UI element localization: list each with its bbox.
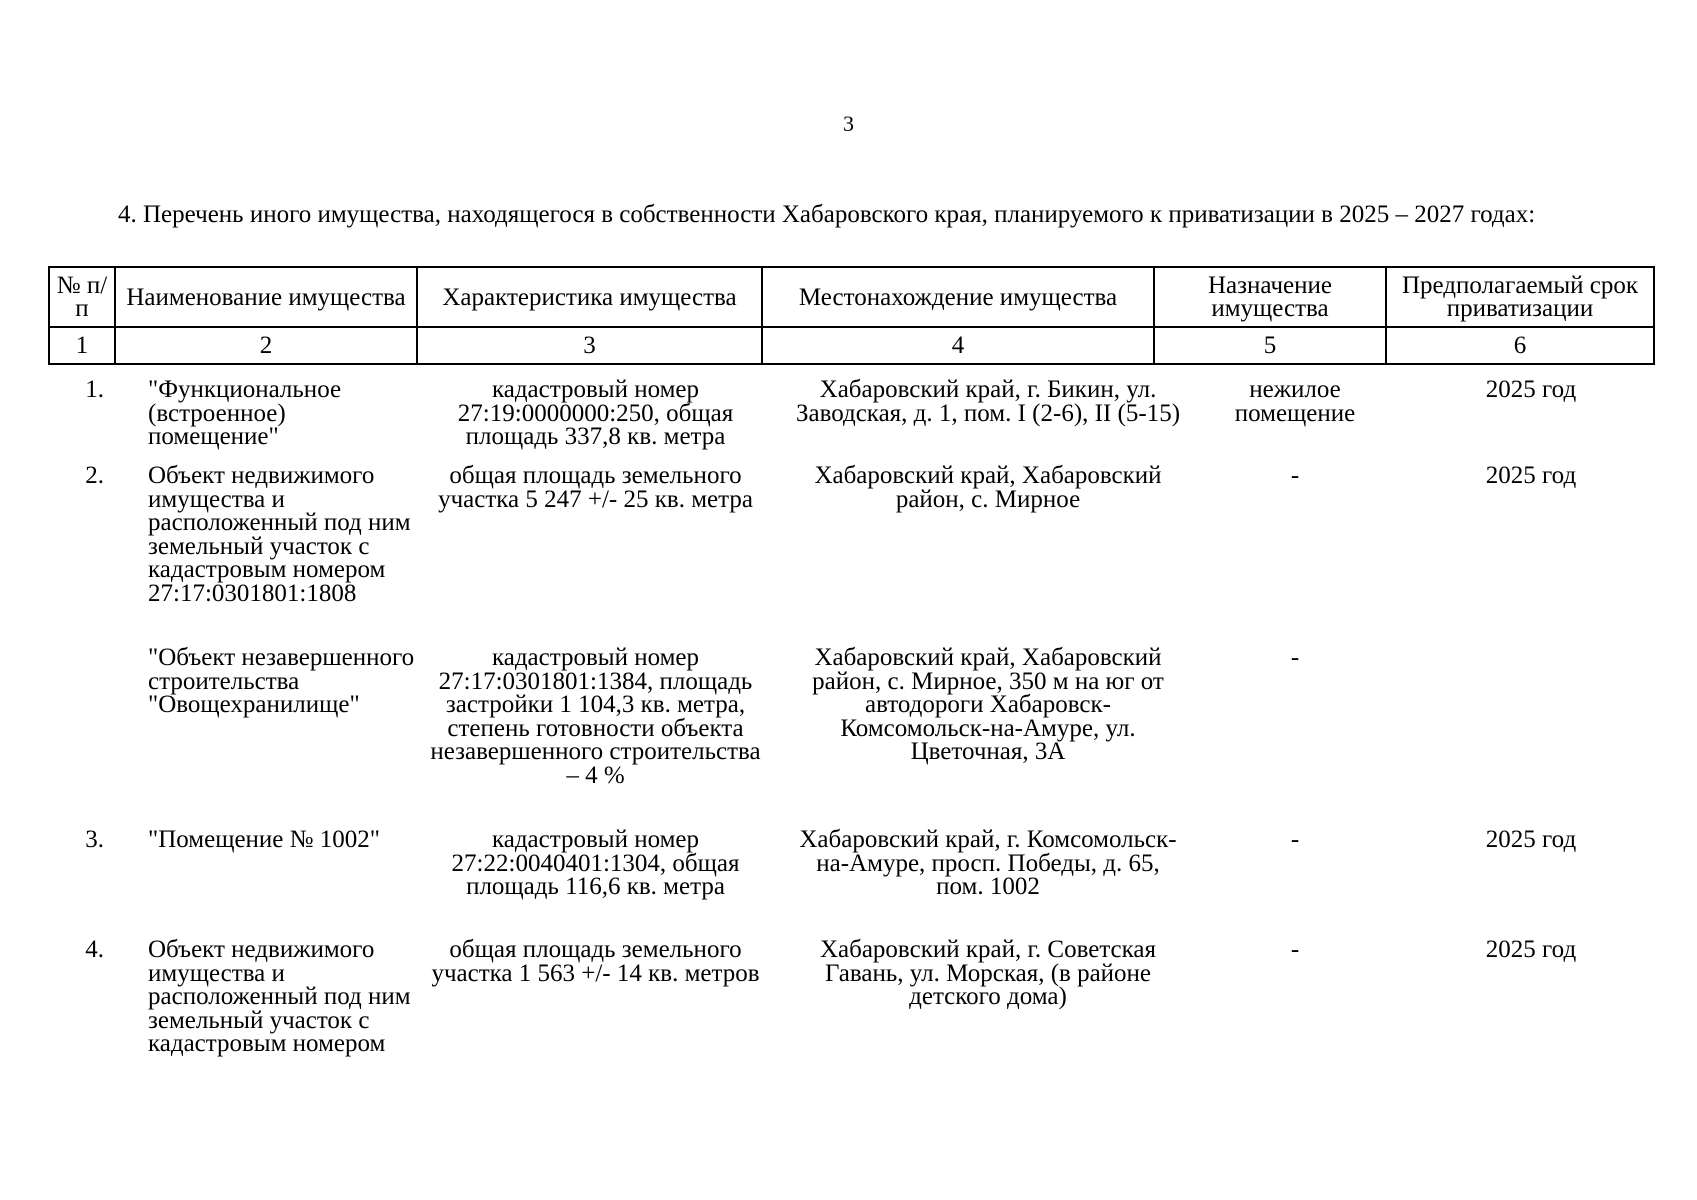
header-row <box>49 267 1654 327</box>
property-location: Хабаровский край, Хабаровский район, с. Мирное <box>814 462 1162 513</box>
property-characteristic: общая площадь земельного участка 5 247 +/- 25 кв. метра <box>438 462 753 513</box>
table-row <box>48 464 1653 646</box>
property-purpose: - <box>1290 826 1300 853</box>
column-number: 2 <box>115 327 417 364</box>
property-characteristic: кадастровый номер 27:22:0040401:1304, общая площадь 116,6 кв. метра <box>451 826 740 900</box>
property-name: Объект недвижимого имущества и расположенный под ним земельный участок с кадастровым номером <box>148 936 411 1057</box>
page-number: 3 <box>843 111 854 136</box>
header-number: № п/п <box>49 267 115 327</box>
row-number: 4. <box>85 936 104 963</box>
property-purpose: нежилое помещение <box>1234 376 1356 427</box>
privatization-term: 2025 год <box>1485 462 1577 489</box>
table-row <box>48 938 1653 1088</box>
column-number: 6 <box>1386 327 1654 364</box>
header-characteristic: Характеристика имущества <box>417 267 762 327</box>
privatization-term <box>1391 646 1653 828</box>
row-number <box>48 646 114 828</box>
table-row <box>48 646 1653 828</box>
column-number: 3 <box>417 327 762 364</box>
property-name: "Объект незавершенного строительства "Овощехранилище" <box>148 644 415 718</box>
property-location: Хабаровский край, Хабаровский район, с. Мирное, 350 м на юг от автодороги Хабаровск-Комсомольск-на-Амуре, ул. Цветочная, 3А <box>812 644 1164 765</box>
property-purpose: - <box>1290 462 1300 489</box>
header-term: Предполагаемый срок приватизации <box>1386 267 1654 327</box>
header-purpose: Назначение имущества <box>1154 267 1386 327</box>
header-location: Местонахождение имущества <box>762 267 1154 327</box>
column-number: 4 <box>762 327 1154 364</box>
property-purpose: - <box>1290 936 1300 963</box>
property-purpose: - <box>1290 644 1300 671</box>
property-location: Хабаровский край, г. Комсомольск-на-Амуре, просп. Победы, д. 65, пом. 1002 <box>799 826 1177 900</box>
property-location: Хабаровский край, г. Бикин, ул. Заводская, д. 1, пом. I (2-6), II (5-15) <box>795 376 1181 427</box>
table-row <box>48 378 1653 464</box>
section-intro-paragraph: 4. Перечень иного имущества, находящегося в собственности Хабаровского края, планируемого к приватизации в 2025 – 2027 годах: <box>118 201 1536 228</box>
property-characteristic: общая площадь земельного участка 1 563 +/- 14 кв. метров <box>431 936 760 987</box>
privatization-term: 2025 год <box>1485 826 1577 853</box>
row-number: 3. <box>85 826 104 853</box>
property-name: Объект недвижимого имущества и расположенный под ним земельный участок с кадастровым номером 27:17:0301801:1808 <box>148 462 411 607</box>
row-number: 2. <box>85 462 104 489</box>
column-number-row <box>49 327 1654 364</box>
privatization-term: 2025 год <box>1485 936 1577 963</box>
table-body <box>48 378 1653 1088</box>
table-header <box>48 266 1655 365</box>
table-row <box>48 828 1653 938</box>
row-number: 1. <box>85 376 104 403</box>
property-characteristic: кадастровый номер 27:17:0301801:1384, площадь застройки 1 104,3 кв. метра, степень готовности объекта незавершенного строительства – 4 % <box>430 644 761 789</box>
property-name: "Помещение № 1002" <box>148 826 380 853</box>
property-name: "Функциональное (встроенное) помещение" <box>148 376 342 450</box>
privatization-term: 2025 год <box>1485 376 1577 403</box>
property-location: Хабаровский край, г. Советская Гавань, ул. Морская, (в районе детского дома) <box>819 936 1157 1010</box>
header-name: Наименование имущества <box>115 267 417 327</box>
property-characteristic: кадастровый номер 27:19:0000000:250, общая площадь 337,8 кв. метра <box>457 376 734 450</box>
column-number: 1 <box>49 327 115 364</box>
column-number: 5 <box>1154 327 1386 364</box>
